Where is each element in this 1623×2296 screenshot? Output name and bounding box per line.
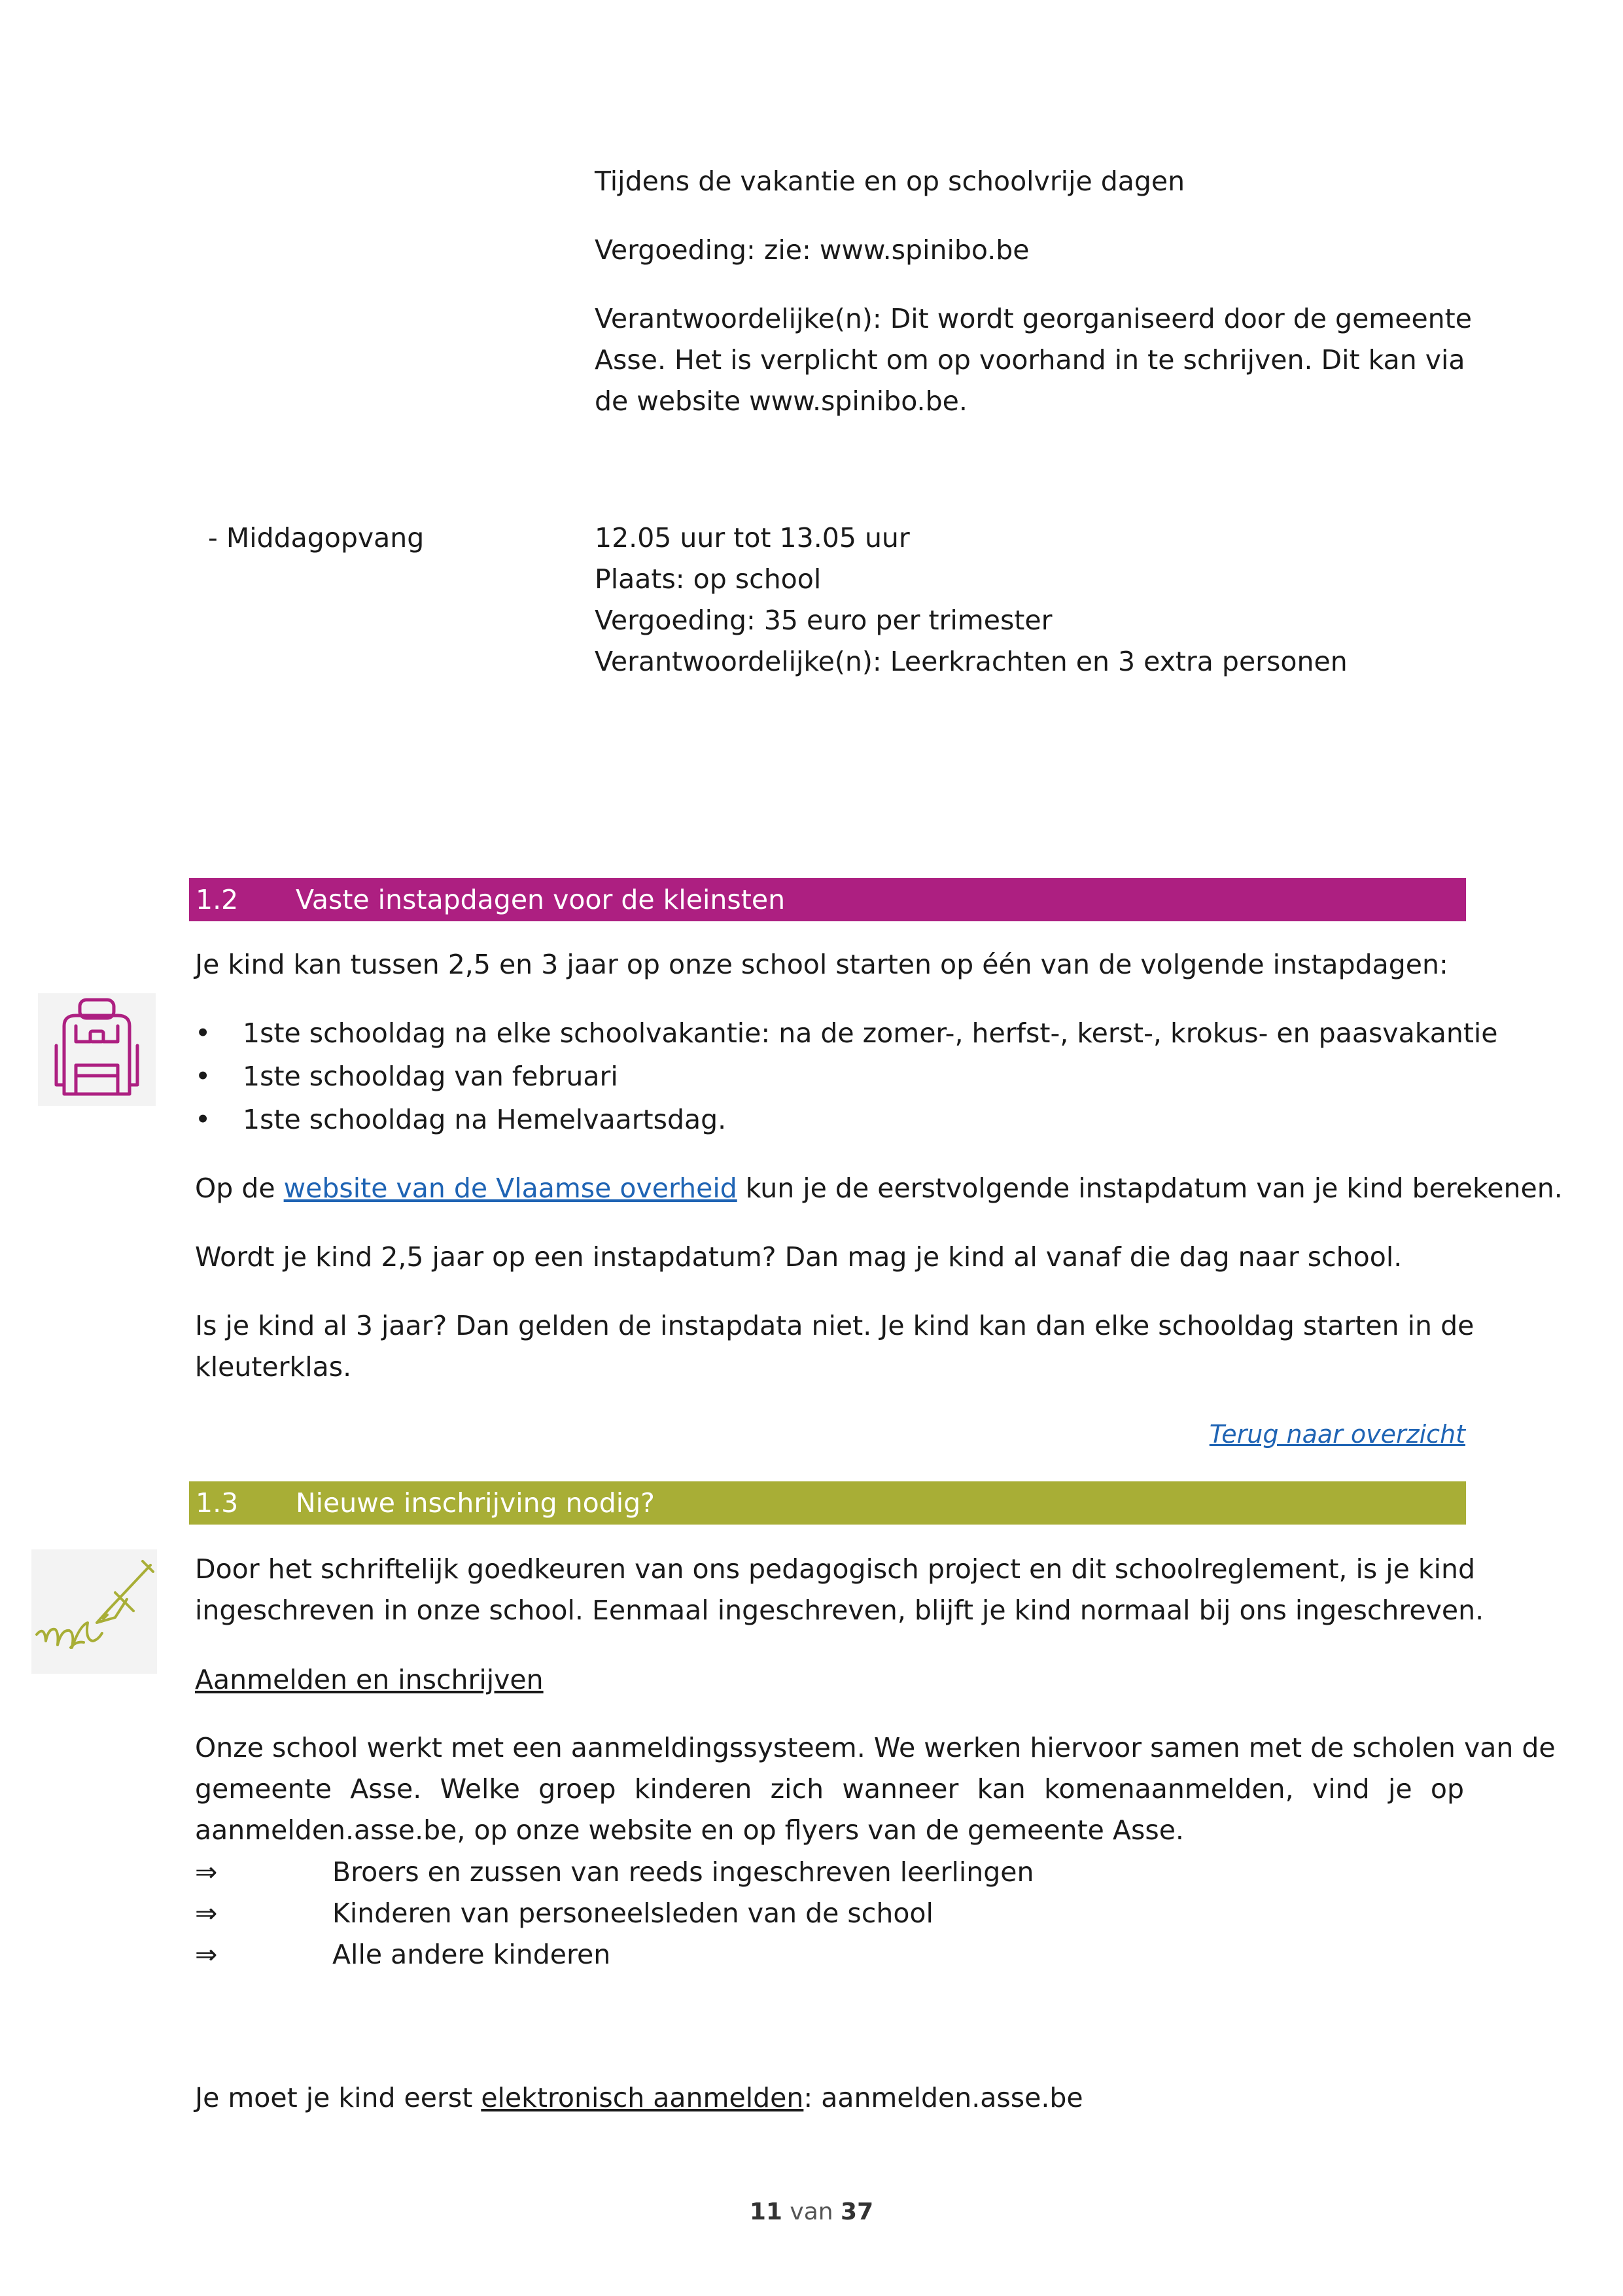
section-1-3-number: 1.3 xyxy=(196,1487,239,1519)
instap-3-paragraph-line-1: Is je kind al 3 jaar? Dan gelden de instapdata niet. Je kind kan dan elke schooldag starten in de xyxy=(195,1310,1475,1341)
middagopvang-place: Plaats: op school xyxy=(595,563,822,595)
opvang-responsible-line-3: de website www.spinibo.be. xyxy=(595,385,968,417)
aanmelden-paragraph-line-2: gemeente Asse. Welke groep kinderen zich wanneer kan komenaanmelden, vind je op xyxy=(195,1773,1464,1805)
list-item-text: Alle andere kinderen xyxy=(332,1939,611,1970)
page-number xyxy=(0,2196,1623,2229)
vlaamse-overheid-link[interactable]: website van de Vlaamse overheid xyxy=(283,1173,737,1204)
aanmelden-paragraph-line-3: aanmelden.asse.be, op onze website en op flyers van de gemeente Asse. xyxy=(195,1814,1184,1846)
opvang-period-text: Tijdens de vakantie en op schoolvrije dagen xyxy=(595,166,1185,197)
page-current: 11 xyxy=(749,2199,782,2225)
page-total: 37 xyxy=(841,2199,874,2225)
section-1-3-title: Nieuwe inschrijving nodig? xyxy=(296,1487,655,1519)
website-prefix: Op de xyxy=(195,1173,284,1204)
final-suffix: : aanmelden.asse.be xyxy=(803,2082,1083,2113)
bullet-glyph: • xyxy=(195,1061,211,1092)
middagopvang-label: - Middagopvang xyxy=(208,522,425,554)
arrow-glyph: ⇒ xyxy=(195,1939,218,1970)
backpack-icon xyxy=(38,993,156,1106)
elektronisch-aanmelden-text: elektronisch aanmelden xyxy=(481,2082,804,2113)
arrow-glyph: ⇒ xyxy=(195,1898,218,1929)
list-item-text: 1ste schooldag na elke schoolvakantie: na de zomer-, herfst-, kerst-, krokus- en paasvakantie xyxy=(243,1017,1498,1049)
final-prefix: Je moet je kind eerst xyxy=(195,2082,481,2113)
pen-signature-icon xyxy=(31,1549,157,1674)
opvang-responsible-line-1: Verantwoordelijke(n): Dit wordt georganiseerd door de gemeente xyxy=(595,303,1472,334)
middagopvang-fee: Vergoeding: 35 euro per trimester xyxy=(595,605,1053,636)
section-1-2-header xyxy=(189,878,1466,921)
instap-3-paragraph-line-2: kleuterklas. xyxy=(195,1351,352,1383)
opvang-responsible-line-2: Asse. Het is verplicht om op voorhand in te schrijven. Dit kan via xyxy=(595,344,1465,376)
aanmelden-final-line xyxy=(195,2077,1083,2119)
list-item-text: Broers en zussen van reeds ingeschreven leerlingen xyxy=(332,1856,1034,1888)
inschrijving-intro-line-1: Door het schriftelijk goedkeuren van ons pedagogisch project en dit schoolreglement, is je kind xyxy=(195,1553,1476,1585)
section-1-3-header xyxy=(189,1481,1466,1525)
page-sep: van xyxy=(782,2199,841,2225)
list-item-text: Kinderen van personeelsleden van de school xyxy=(332,1898,934,1929)
aanmelden-subheading: Aanmelden en inschrijven xyxy=(195,1664,544,1695)
bullet-glyph: • xyxy=(195,1104,211,1135)
aanmelden-paragraph-line-1: Onze school werkt met een aanmeldingssysteem. We werken hiervoor samen met de scholen van de xyxy=(195,1732,1556,1763)
instap-2-5-paragraph: Wordt je kind 2,5 jaar op een instapdatum? Dan mag je kind al vanaf die dag naar school. xyxy=(195,1241,1403,1273)
section-1-2-title: Vaste instapdagen voor de kleinsten xyxy=(296,884,786,915)
back-to-overview-link[interactable]: Terug naar overzicht xyxy=(1209,1420,1465,1449)
bullet-glyph: • xyxy=(195,1017,211,1049)
middagopvang-responsible: Verantwoordelijke(n): Leerkrachten en 3 extra personen xyxy=(595,646,1348,677)
opvang-fee-text: Vergoeding: zie: www.spinibo.be xyxy=(595,234,1030,266)
website-suffix: kun je de eerstvolgende instapdatum van je kind berekenen. xyxy=(737,1173,1563,1204)
instap-intro: Je kind kan tussen 2,5 en 3 jaar op onze school starten op één van de volgende instapdagen: xyxy=(195,949,1448,980)
website-paragraph xyxy=(195,1168,1563,1209)
list-item-text: 1ste schooldag van februari xyxy=(243,1061,618,1092)
inschrijving-intro-line-2: ingeschreven in onze school. Eenmaal ingeschreven, blijft je kind normaal bij ons ingeschreven. xyxy=(195,1595,1484,1626)
section-1-2-number: 1.2 xyxy=(196,884,239,915)
middagopvang-time: 12.05 uur tot 13.05 uur xyxy=(595,522,910,554)
arrow-glyph: ⇒ xyxy=(195,1856,218,1888)
list-item-text: 1ste schooldag na Hemelvaartsdag. xyxy=(243,1104,727,1135)
